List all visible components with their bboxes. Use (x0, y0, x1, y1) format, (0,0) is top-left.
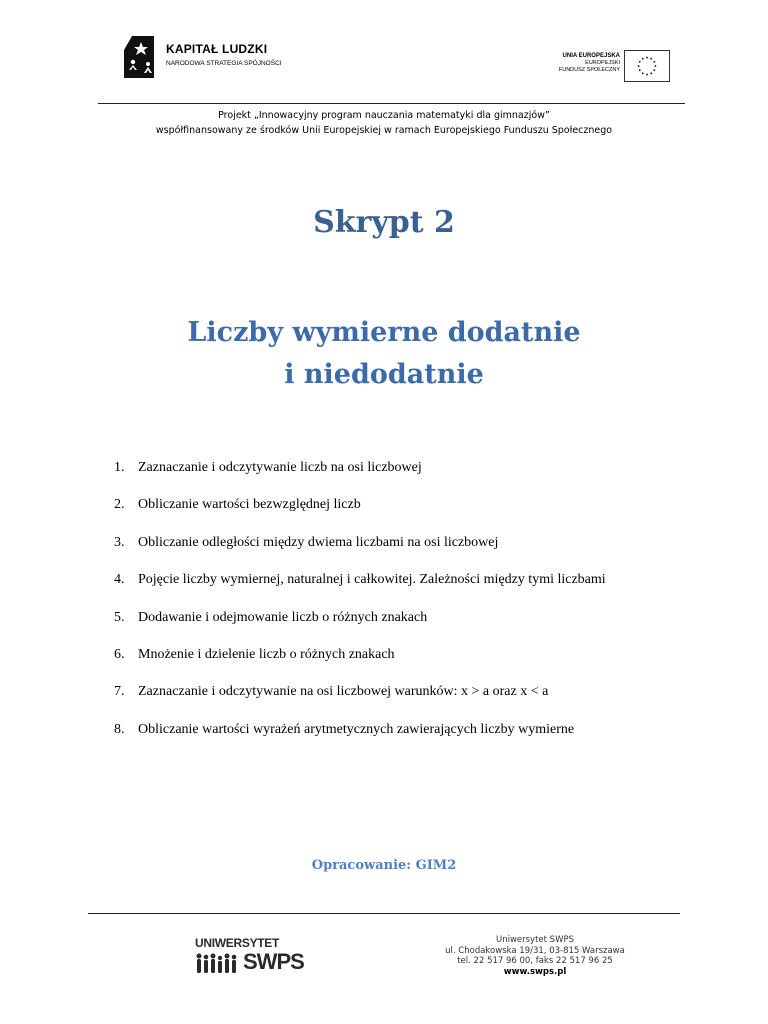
toc-number: 8. (114, 721, 125, 737)
toc-item (112, 647, 712, 684)
project-name: Projekt „Innowacyjny program nauczania matematyki dla gimnazjów” (218, 110, 550, 121)
toc-text: Obliczanie wartości bezwzględnej liczb (138, 497, 361, 513)
kapital-ludzki-logo (124, 36, 294, 78)
cofinancing-note: współfinansowany ze środków Unii Europejskiej w ramach Europejskiego Funduszu Społecznego (155, 125, 613, 136)
toc-number: 1. (114, 460, 125, 475)
toc-item (112, 460, 712, 497)
toc-number: 6. (114, 646, 125, 662)
toc-number: 3. (114, 534, 125, 550)
eu-logo (555, 50, 670, 82)
toc-item (112, 572, 712, 609)
human-capital-star-icon (124, 36, 158, 78)
toc-item (112, 535, 712, 572)
table-of-contents (112, 460, 712, 759)
toc-item (112, 722, 712, 759)
people-silhouettes-icon (195, 952, 243, 974)
prepared-by: Opracowanie: GIM2 (311, 858, 457, 873)
website-link[interactable]: www.swps.pl (503, 966, 567, 977)
header-divider (98, 103, 685, 104)
swps-logo (195, 936, 304, 976)
address-street: ul. Chodakowska 19/31, 03-815 Warszawa (445, 945, 625, 956)
toc-text: Zaznaczanie i odczytywanie na osi liczbowej warunków: x > a oraz x < a (138, 684, 549, 700)
toc-text: Mnożenie i dzielenie liczb o różnych znakach (138, 646, 395, 662)
footer-divider (88, 913, 680, 914)
toc-text: Zaznaczanie i odczytywanie liczb na osi liczbowej (138, 460, 422, 475)
logo-subtitle: NARODOWA STRATEGIA SPÓJNOŚCI (166, 60, 282, 67)
swps-logo-word: SWPS (243, 949, 304, 974)
toc-text: Obliczanie wartości wyrażeń arytmetycznych zawierających liczby wymierne (138, 721, 575, 737)
swps-logo-top: UNIWERSYTET (195, 936, 280, 950)
toc-number: 2. (114, 497, 125, 513)
document-subtitle-line1: Liczby wymierne dodatnie (187, 317, 581, 348)
toc-number: 5. (114, 609, 125, 625)
eu-line3: FUNDUSZ SPOŁECZNY (558, 67, 620, 73)
address-phone: tel. 22 517 96 00, faks 22 517 96 25 (457, 956, 613, 966)
address-name: Uniwersytet SWPS (495, 935, 575, 945)
eu-line2: EUROPEJSKI (585, 60, 620, 66)
toc-item (112, 684, 712, 721)
toc-text: Obliczanie odległości między dwiema liczbami na osi liczbowej (138, 534, 499, 550)
logo-title: KAPITAŁ LUDZKI (166, 42, 268, 56)
toc-item (112, 610, 712, 647)
eu-flag-icon (624, 50, 670, 82)
toc-text: Pojęcie liczby wymiernej, naturalnej i całkowitej. Zależności między tymi liczbami (138, 572, 606, 588)
toc-number: 7. (114, 684, 125, 700)
document-subtitle-line2: i niedodatnie (284, 359, 484, 390)
eu-logo-text (559, 53, 620, 74)
document-title: Skrypt 2 (313, 205, 455, 240)
toc-text: Dodawanie i odejmowanie liczb o różnych znakach (138, 609, 428, 625)
eu-line1: UNIA EUROPEJSKA (562, 53, 620, 59)
toc-item (112, 497, 712, 534)
toc-number: 4. (114, 572, 125, 588)
footer-address (420, 935, 650, 977)
